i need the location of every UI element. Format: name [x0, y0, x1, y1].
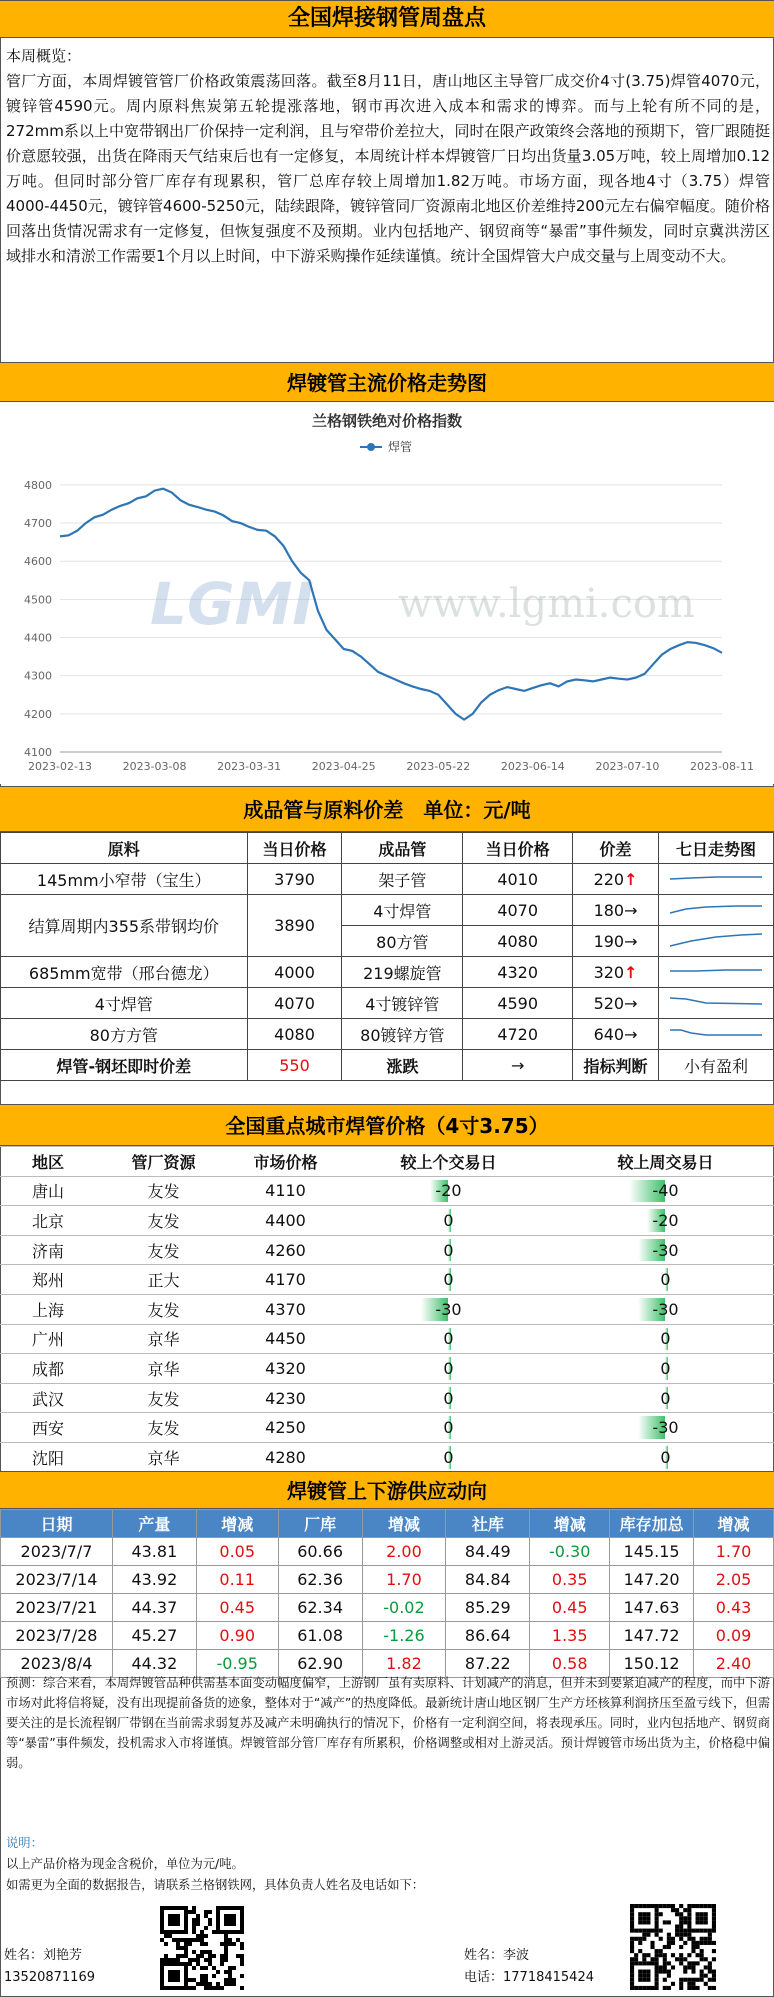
value-cell: 62.34: [278, 1594, 362, 1622]
value-cell: 61.08: [278, 1622, 362, 1650]
change-prev-week: [557, 1235, 774, 1265]
contact-name-label: 姓名：: [4, 1948, 44, 1963]
header-cell: 成品管: [342, 833, 463, 864]
diff-cell: [573, 1019, 659, 1050]
date-cell: 2023/8/4: [1, 1650, 113, 1678]
change-prev-day: [340, 1176, 557, 1206]
change-prev-day: [340, 1354, 557, 1384]
pipe-name: 架子管: [342, 864, 463, 895]
diff-value: 220: [593, 869, 625, 889]
table-row: [0, 1294, 774, 1324]
value-cell: 0.45: [196, 1594, 278, 1622]
market-price: 4110: [231, 1176, 340, 1206]
contact-phone-label: 电话：: [464, 1970, 504, 1985]
market-price: 4250: [231, 1413, 340, 1443]
table-row: [1, 1594, 774, 1622]
diff-value: 180: [593, 900, 625, 920]
value-cell: 0.11: [196, 1566, 278, 1594]
header-cell: 管厂资源: [96, 1147, 231, 1177]
city-name: 广州: [0, 1324, 96, 1354]
arrow-right-icon: →: [624, 993, 638, 1013]
value-cell: 0.58: [530, 1650, 610, 1678]
diff-cell: [573, 926, 659, 957]
header-cell: 较上个交易日: [340, 1147, 557, 1177]
header-cell: 增减: [530, 1510, 610, 1538]
change-value: 0: [660, 1388, 671, 1408]
raw-material: 80方方管: [1, 1019, 248, 1050]
header-cell: 增减: [196, 1510, 278, 1538]
chart-title: 兰格钢铁绝对价格指数: [311, 412, 463, 430]
arrow-right-icon: →: [624, 1024, 638, 1044]
date-cell: 2023/7/21: [1, 1594, 113, 1622]
change-prev-day: [340, 1235, 557, 1265]
supply-banner: [0, 1471, 774, 1509]
notes-label: 说明：: [6, 1836, 43, 1850]
diff-value: 640: [593, 1024, 625, 1044]
value-cell: 2.40: [694, 1650, 774, 1678]
change-prev-day: [340, 1206, 557, 1236]
diff-cell: [573, 988, 659, 1019]
market-price: 4170: [231, 1265, 340, 1295]
change-value: 0: [443, 1240, 454, 1260]
change-prev-week: [557, 1265, 774, 1295]
table-row: [1, 1019, 774, 1050]
city-name: 西安: [0, 1413, 96, 1443]
notes-line2: 如需更为全面的数据报告，请联系兰格钢铁网，具体负责人姓名及电话如下：: [6, 1878, 425, 1892]
raw-material: 145mm小窄带（宝生）: [1, 864, 248, 895]
spread-label: 焊管-钢坯即时价差: [1, 1050, 248, 1081]
market-price: 4400: [231, 1206, 340, 1236]
raw-price: 3790: [247, 864, 342, 895]
change-prev-week: [557, 1294, 774, 1324]
pipe-price: 4320: [463, 957, 573, 988]
table-footer-row: [1, 1050, 774, 1081]
page-title-banner: [0, 0, 774, 38]
judge-label: 指标判断: [573, 1050, 659, 1081]
contact-phone: 17718415424: [503, 1970, 594, 1985]
sparkline-cell: [659, 864, 774, 895]
change-prev-week: [557, 1354, 774, 1384]
y-tick-label: 4800: [24, 478, 52, 492]
sparkline: [666, 991, 766, 1011]
header-cell: 厂库: [278, 1510, 362, 1538]
value-cell: 87.22: [446, 1650, 530, 1678]
table-row: [0, 1324, 774, 1354]
header-cell: 日期: [1, 1510, 113, 1538]
value-cell: 86.64: [446, 1622, 530, 1650]
table-row: [0, 1383, 774, 1413]
x-tick-label: 2023-08-11: [690, 760, 754, 773]
market-price: 4230: [231, 1383, 340, 1413]
raw-material: 结算周期内355系带钢均价: [1, 895, 248, 957]
mill-name: 友发: [96, 1294, 231, 1324]
mill-name: 友发: [96, 1383, 231, 1413]
y-tick-label: 4200: [24, 707, 52, 721]
value-cell: 1.70: [694, 1538, 774, 1566]
value-cell: 43.92: [112, 1566, 196, 1594]
change-value: 0: [660, 1270, 671, 1290]
change-prev-day: [340, 1442, 557, 1472]
change-value: 0: [443, 1329, 454, 1349]
arrow-up-icon: ↑: [624, 869, 638, 889]
change-prev-day: [340, 1324, 557, 1354]
change-value: -20: [435, 1181, 462, 1201]
pipe-name: 80镀锌方管: [342, 1019, 463, 1050]
forecast-text: 预测：综合来看，本周焊镀管品种供需基本面变动幅度偏窄，上游钢厂虽有卖原料、计划减产的消息，但并未到要紧迫减产的程度，而中下游市场对此将信将疑，没有出现提前备货的迹象，整体对于“减产”的热度降低。最新统计唐山地区钢厂生产方坯核算利润挤压至盈亏线下，但需要关注的是长流程钢厂带钢在当前需求弱复苏及减产未明确执行的情况下，价格有一定利润空间，将表现承压。同时，业内包括地产、钢贸商等“暴雷”事件频发，投机需求入市将谨慎。焊镀管部分管厂库存有所累积，价格调整或相对上游灵活。预计焊镀管市场出货为主，价格稳中偏弱。: [6, 1676, 770, 1770]
change-value: 0: [660, 1447, 671, 1467]
contact-name: 刘艳芳: [43, 1948, 83, 1963]
mill-name: 京华: [96, 1354, 231, 1384]
supply-title: 焊镀管上下游供应动向: [287, 1479, 487, 1503]
x-tick-label: 2023-06-14: [500, 760, 565, 773]
supply-table: [0, 1509, 774, 1678]
table-row: [1, 1566, 774, 1594]
y-tick-label: 4300: [24, 669, 52, 683]
header-cell: 七日走势图: [659, 833, 774, 864]
city-name: 唐山: [0, 1176, 96, 1206]
sparkline-cell: [659, 957, 774, 988]
table-header-row: [0, 1147, 774, 1177]
table-row: [0, 1265, 774, 1295]
header-cell: 增减: [362, 1510, 446, 1538]
change-value: -30: [652, 1240, 679, 1260]
mill-name: 京华: [96, 1442, 231, 1472]
arrow-right-icon: →: [624, 900, 638, 920]
arrow-right-icon: →: [624, 931, 638, 951]
market-price: 4280: [231, 1442, 340, 1472]
change-prev-day: [340, 1413, 557, 1443]
sparkline-cell: [659, 926, 774, 957]
table-row: [0, 1442, 774, 1472]
x-tick-label: 2023-05-22: [406, 760, 471, 773]
table-header-row: [1, 1510, 774, 1538]
value-cell: 62.90: [278, 1650, 362, 1678]
arrow-up-icon: ↑: [624, 962, 638, 982]
sparkline: [666, 867, 766, 887]
value-cell: 62.36: [278, 1566, 362, 1594]
city-name: 武汉: [0, 1383, 96, 1413]
x-tick-label: 2023-03-31: [217, 760, 282, 773]
price-diff-banner: [0, 786, 774, 832]
contact-1: [4, 1945, 95, 1989]
value-cell: 150.12: [610, 1650, 694, 1678]
change-value: →: [463, 1050, 573, 1081]
qr-code-icon: [160, 1906, 244, 1990]
city-name: 郑州: [0, 1265, 96, 1295]
x-tick-label: 2023-07-10: [595, 760, 660, 773]
y-tick-label: 4400: [24, 631, 52, 645]
value-cell: 2.00: [362, 1538, 446, 1566]
price-diff-title: 成品管与原料价差 单位：元/吨: [243, 798, 531, 822]
contact-2: [464, 1945, 594, 1989]
sparkline: [666, 929, 766, 949]
mill-name: 正大: [96, 1265, 231, 1295]
watermark-logo: LGMI: [150, 570, 314, 638]
raw-price: 4070: [247, 988, 342, 1019]
value-cell: 85.29: [446, 1594, 530, 1622]
value-cell: 1.70: [362, 1566, 446, 1594]
value-cell: 84.84: [446, 1566, 530, 1594]
overview-paragraph: 管厂方面，本周焊镀管管厂价格政策震荡回落。截至8月11日，唐山地区主导管厂成交价4寸(3.75)焊管4070元，镀锌管4590元。周内原料焦炭第五轮提涨落地，钢市再次进入成本和需求的博弈。而与上轮有所不同的是，272mm系以上中宽带钢出厂价保持一定利润，且与窄带价差拉大，同时在限产政策终会落地的预期下，管厂跟随挺价意愿较强，出货在降雨天气结束后也有一定修复，本周统计样本焊镀管厂日均出货量3.05万吨，较上周增加0.12万吨。但同时部分管厂库存有现累积，管厂总库存较上周增加1.82万吨。市场方面，现各地4寸（3.75）焊管4000-4450元，镀锌管4600-5250元，陆续跟降，镀锌管同厂资源南北地区价差维持200元左右偏窄幅度。随价格回落出货情况需求有一定修复，但恢复强度不及预期。业内包括地产、钢贸商等“暴雷”事件频发，同时京冀洪涝区域排水和清淤工作需要1个月以上时间，中下游采购操作延续谨慎。统计全国焊管大户成交量与上周变动不大。: [6, 72, 770, 265]
judge-value: 小有盈利: [659, 1050, 774, 1081]
diff-value: 190: [593, 931, 625, 951]
value-cell: 1.82: [362, 1650, 446, 1678]
table-row: [1, 895, 774, 926]
value-cell: -0.02: [362, 1594, 446, 1622]
notes-line1: 以上产品价格为现金含税价，单位为元/吨。: [6, 1857, 244, 1871]
change-label: 涨跌: [342, 1050, 463, 1081]
table-header-row: [1, 833, 774, 864]
sparkline-cell: [659, 988, 774, 1019]
pipe-name: 219螺旋管: [342, 957, 463, 988]
watermark-url: www.lgmi.com: [398, 581, 695, 627]
value-cell: 147.20: [610, 1566, 694, 1594]
value-cell: 147.72: [610, 1622, 694, 1650]
city-price-banner: [0, 1104, 774, 1146]
change-value: -20: [652, 1210, 679, 1230]
pipe-name: 80方管: [342, 926, 463, 957]
qr-code-icon: [630, 1904, 716, 1990]
x-tick-label: 2023-02-13: [28, 760, 92, 773]
price-trend-chart: [0, 402, 774, 784]
diff-cell: [573, 957, 659, 988]
table-row: [1, 988, 774, 1019]
chart-section-title: 焊镀管主流价格走势图: [287, 371, 487, 395]
x-tick-label: 2023-04-25: [311, 760, 376, 773]
contact-name: 李波: [503, 1948, 530, 1963]
y-tick-label: 4600: [24, 555, 52, 569]
value-cell: 1.35: [530, 1622, 610, 1650]
change-value: 0: [660, 1358, 671, 1378]
sparkline: [666, 1022, 766, 1042]
header-cell: 当日价格: [247, 833, 342, 864]
city-name: 上海: [0, 1294, 96, 1324]
header-cell: 价差: [573, 833, 659, 864]
change-value: 0: [443, 1418, 454, 1438]
y-tick-label: 4100: [24, 746, 52, 759]
chart-section-banner: [0, 362, 774, 402]
header-cell: 库存加总: [610, 1510, 694, 1538]
date-cell: 2023/7/14: [1, 1566, 113, 1594]
pipe-name: 4寸镀锌管: [342, 988, 463, 1019]
header-cell: 地区: [0, 1147, 96, 1177]
change-value: 0: [443, 1270, 454, 1290]
value-cell: 0.90: [196, 1622, 278, 1650]
change-prev-week: [557, 1206, 774, 1236]
market-price: 4370: [231, 1294, 340, 1324]
date-cell: 2023/7/28: [1, 1622, 113, 1650]
change-value: -40: [652, 1181, 679, 1201]
value-cell: 2.05: [694, 1566, 774, 1594]
change-prev-week: [557, 1442, 774, 1472]
value-cell: 0.45: [530, 1594, 610, 1622]
pipe-price: 4080: [463, 926, 573, 957]
contact-phone: 13520871169: [4, 1970, 95, 1985]
diff-value: 520: [593, 993, 625, 1013]
mill-name: 友发: [96, 1235, 231, 1265]
value-cell: 0.09: [694, 1622, 774, 1650]
sparkline-cell: [659, 1019, 774, 1050]
mill-name: 友发: [96, 1176, 231, 1206]
value-cell: 43.81: [112, 1538, 196, 1566]
value-cell: -1.26: [362, 1622, 446, 1650]
raw-price: 4080: [247, 1019, 342, 1050]
change-value: 0: [660, 1329, 671, 1349]
overview-label: 本周概览：: [6, 47, 82, 65]
change-value: 0: [443, 1358, 454, 1378]
market-price: 4320: [231, 1354, 340, 1384]
value-cell: 84.49: [446, 1538, 530, 1566]
city-price-title: 全国重点城市焊管价格（4寸3.75）: [225, 1114, 549, 1138]
x-tick-label: 2023-03-08: [122, 760, 187, 773]
y-tick-label: 4500: [24, 593, 52, 607]
value-cell: 145.15: [610, 1538, 694, 1566]
value-cell: 44.32: [112, 1650, 196, 1678]
header-cell: 增减: [694, 1510, 774, 1538]
pipe-price: 4720: [463, 1019, 573, 1050]
header-cell: 较上周交易日: [557, 1147, 774, 1177]
value-cell: 0.05: [196, 1538, 278, 1566]
change-value: -30: [652, 1418, 679, 1438]
table-row: [0, 1235, 774, 1265]
change-value: -30: [435, 1299, 462, 1319]
table-row: [0, 1176, 774, 1206]
value-cell: -0.30: [530, 1538, 610, 1566]
city-name: 成都: [0, 1354, 96, 1384]
diff-value: 320: [593, 962, 625, 982]
table-row: [1, 1538, 774, 1566]
change-value: 0: [443, 1388, 454, 1408]
mill-name: 京华: [96, 1324, 231, 1354]
mill-name: 友发: [96, 1413, 231, 1443]
spread-value: 550: [247, 1050, 342, 1081]
change-prev-day: [340, 1383, 557, 1413]
legend-label: 焊管: [388, 440, 413, 454]
y-tick-label: 4700: [24, 517, 52, 531]
change-prev-day: [340, 1265, 557, 1295]
table-row: [0, 1413, 774, 1443]
value-cell: 147.63: [610, 1594, 694, 1622]
diff-cell: [573, 895, 659, 926]
date-cell: 2023/7/7: [1, 1538, 113, 1566]
change-value: 0: [443, 1447, 454, 1467]
value-cell: 44.37: [112, 1594, 196, 1622]
raw-material: 4寸焊管: [1, 988, 248, 1019]
change-value: -30: [652, 1299, 679, 1319]
change-prev-week: [557, 1176, 774, 1206]
header-cell: 产量: [112, 1510, 196, 1538]
table-row: [0, 1354, 774, 1384]
value-cell: 60.66: [278, 1538, 362, 1566]
value-cell: 45.27: [112, 1622, 196, 1650]
raw-price: 4000: [247, 957, 342, 988]
page-title: 全国焊接钢管周盘点: [287, 6, 486, 31]
table-row: [1, 957, 774, 988]
sparkline-cell: [659, 895, 774, 926]
change-prev-week: [557, 1413, 774, 1443]
sparkline: [666, 898, 766, 918]
diff-cell: [573, 864, 659, 895]
change-prev-day: [340, 1294, 557, 1324]
header-cell: 市场价格: [231, 1147, 340, 1177]
city-name: 北京: [0, 1206, 96, 1236]
header-cell: 社库: [446, 1510, 530, 1538]
raw-price: 3890: [247, 895, 342, 957]
header-cell: 当日价格: [463, 833, 573, 864]
change-value: 0: [443, 1210, 454, 1230]
city-price-table: [0, 1146, 774, 1473]
mill-name: 友发: [96, 1206, 231, 1236]
change-prev-week: [557, 1324, 774, 1354]
pipe-name: 4寸焊管: [342, 895, 463, 926]
change-prev-week: [557, 1383, 774, 1413]
header-cell: 原料: [1, 833, 248, 864]
table-row: [0, 1206, 774, 1236]
pipe-price: 4010: [463, 864, 573, 895]
price-diff-table: [0, 832, 774, 1081]
city-name: 济南: [0, 1235, 96, 1265]
market-price: 4450: [231, 1324, 340, 1354]
raw-material: 685mm宽带（邢台德龙）: [1, 957, 248, 988]
city-name: 沈阳: [0, 1442, 96, 1472]
table-row: [1, 864, 774, 895]
pipe-price: 4070: [463, 895, 573, 926]
value-cell: 0.35: [530, 1566, 610, 1594]
value-cell: 0.43: [694, 1594, 774, 1622]
contact-name-label: 姓名：: [464, 1948, 504, 1963]
table-row: [1, 1622, 774, 1650]
sparkline: [666, 960, 766, 980]
value-cell: -0.95: [196, 1650, 278, 1678]
market-price: 4260: [231, 1235, 340, 1265]
pipe-price: 4590: [463, 988, 573, 1019]
